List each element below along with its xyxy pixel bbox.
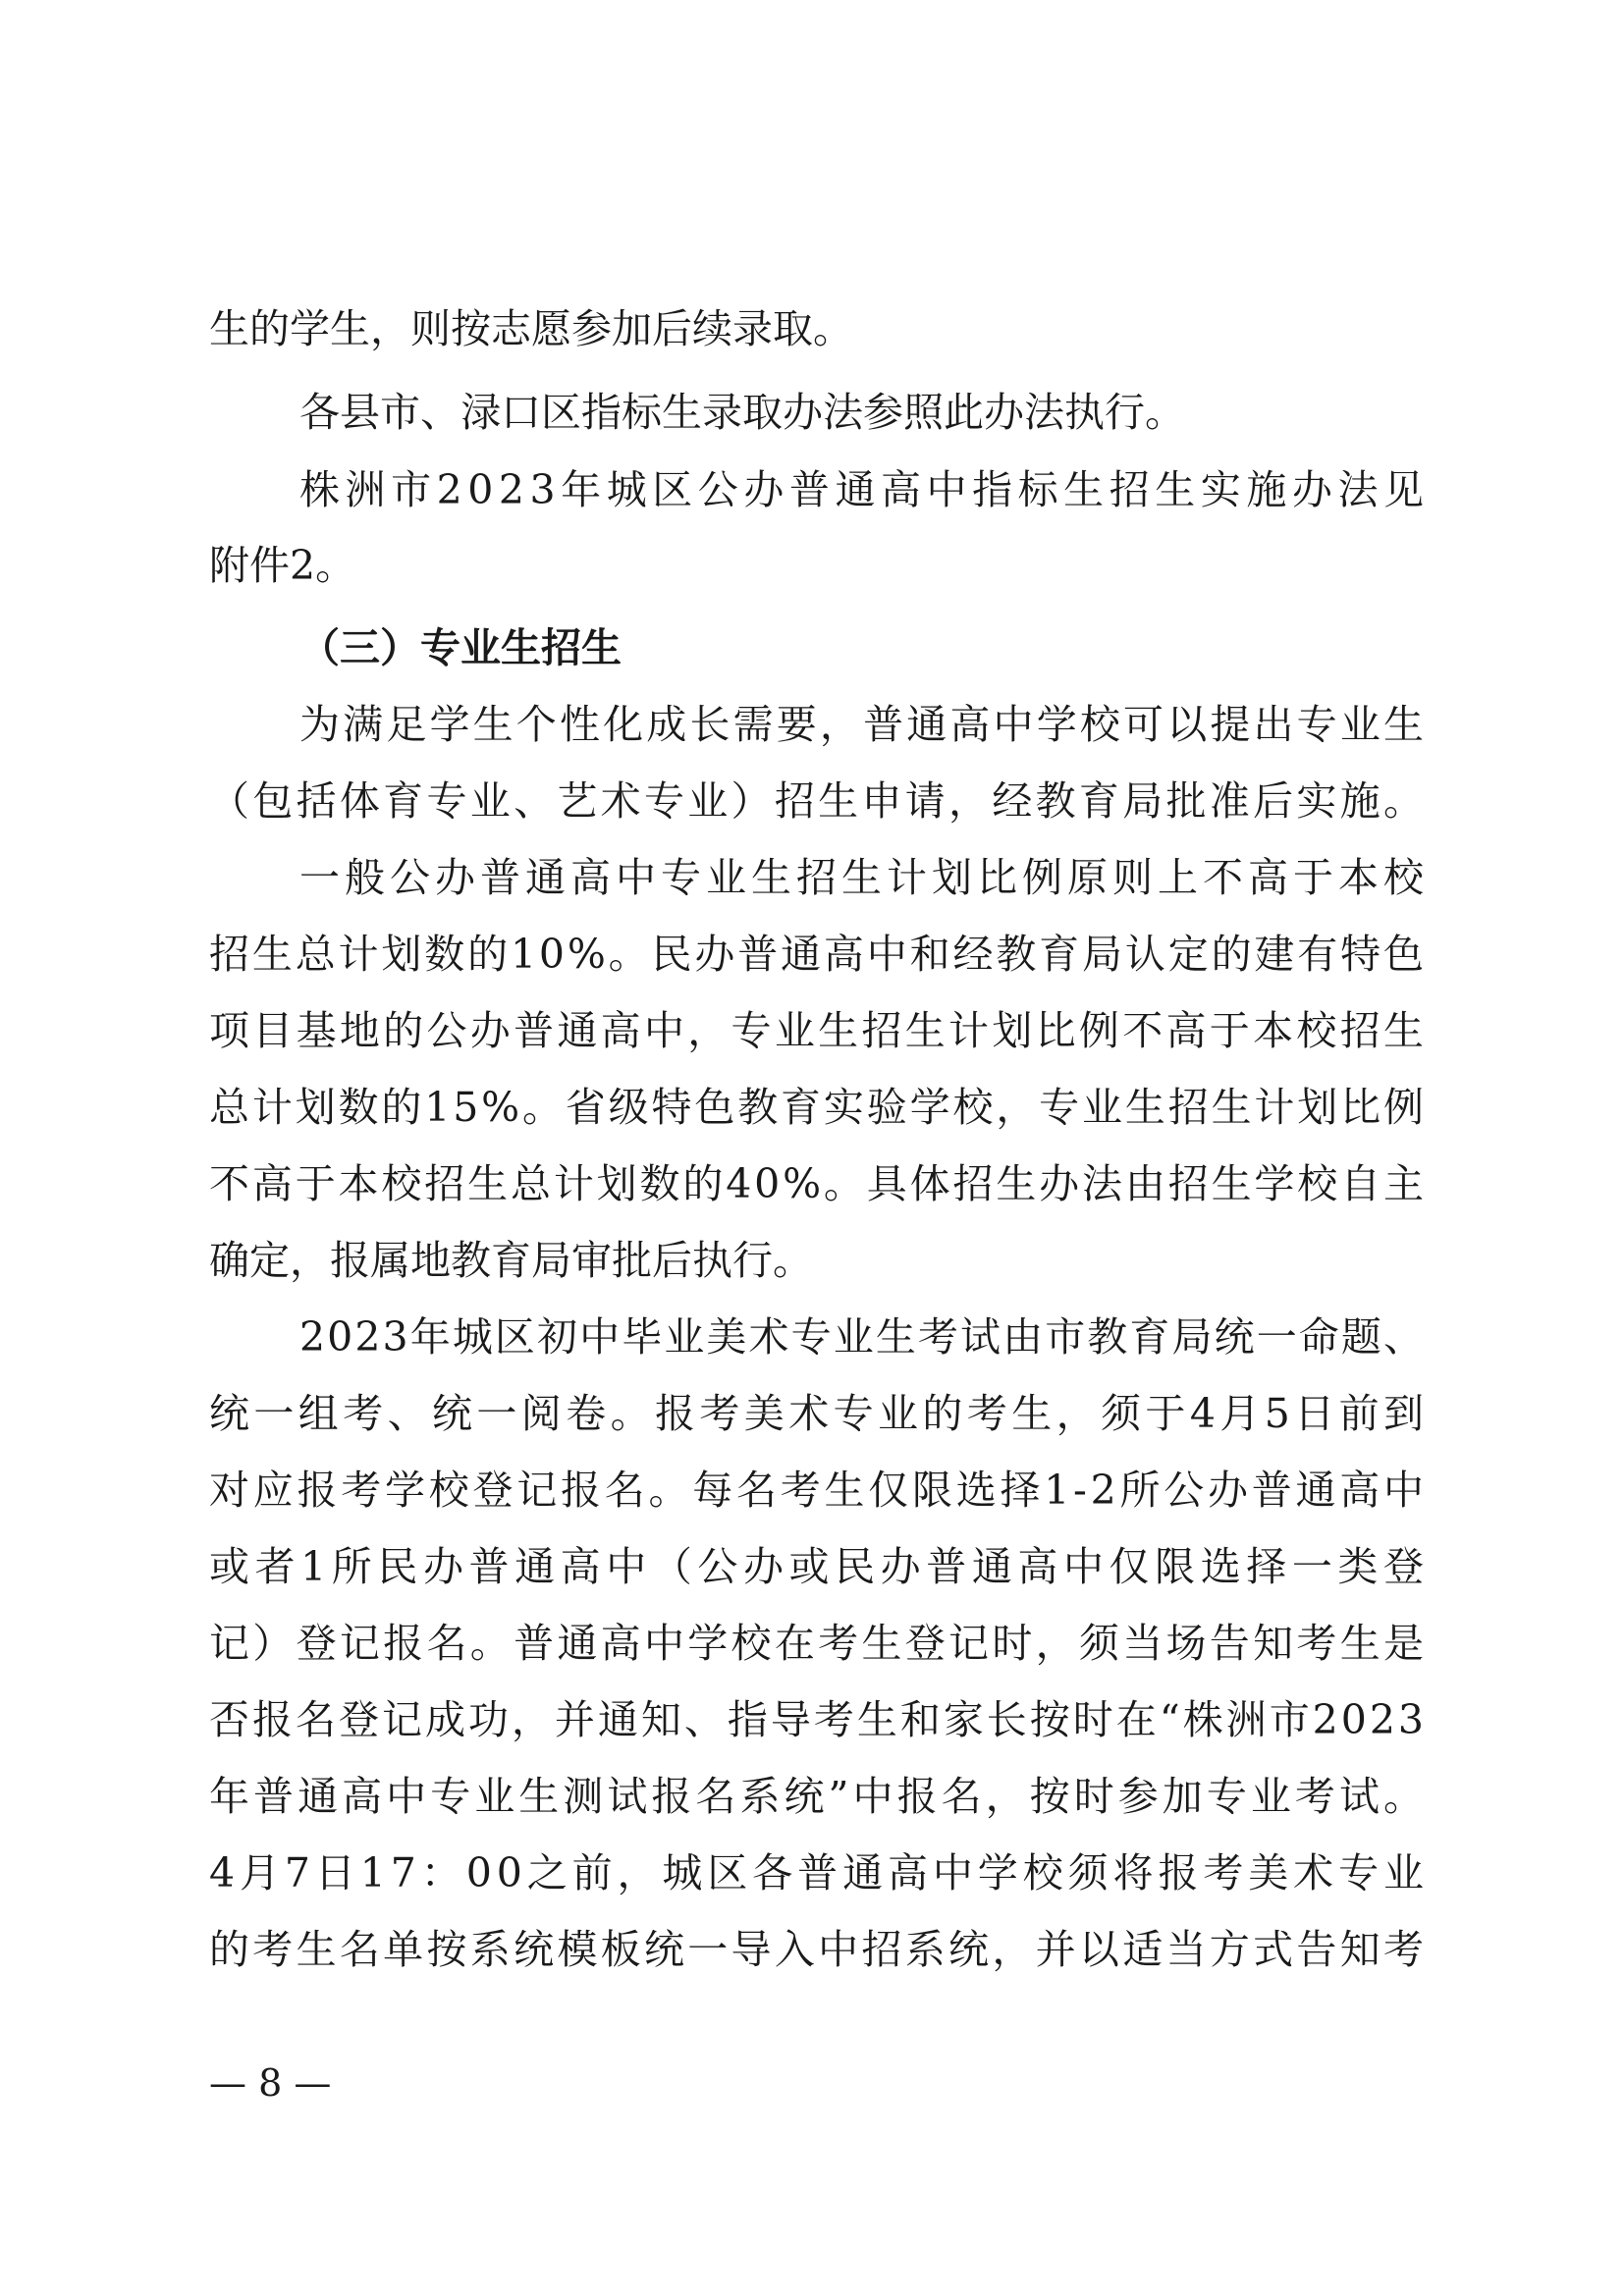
text-line-16: 对应报考学校登记报名。每名考生仅限选择1-2所公办普通高中 (209, 1467, 1428, 1514)
section-heading: （三）专业生招生 (299, 624, 622, 671)
text-line-2: 各县市、渌口区指标生录取办法参照此办法执行。 (299, 389, 1185, 436)
text-line-1: 生的学生，则按志愿参加后续录取。 (209, 305, 853, 352)
text-line-13: 确定，报属地教育局审批后执行。 (209, 1237, 813, 1284)
text-line-17: 或者1所民办普通高中（公办或民办普通高中仅限选择一类登 (209, 1543, 1430, 1590)
text-line-3: 株洲市2023年城区公办普通高中指标生招生实施办法见 (299, 466, 1430, 513)
text-line-21: 4月7日17：00之前，城区各普通高中学校须将报考美术专业 (209, 1849, 1429, 1896)
text-line-7: （包括体育专业、艺术专业）招生申请，经教育局批准后实施。 (209, 777, 1428, 825)
text-line-14: 2023年城区初中毕业美术专业生考试由市教育局统一命题、 (299, 1313, 1427, 1361)
text-line-22: 的考生名单按系统模板统一导入中招系统，并以适当方式告知考 (209, 1926, 1428, 1973)
page-number: — 8 — (209, 2061, 332, 2105)
text-line-4: 附件2。 (209, 542, 356, 589)
text-line-19: 否报名登记成功，并通知、指导考生和家长按时在“株洲市2023 (209, 1696, 1427, 1743)
text-line-9: 招生总计划数的10%。民办普通高中和经教育局认定的建有特色 (209, 931, 1427, 978)
text-line-11: 总计划数的15%。省级特色教育实验学校，专业生招生计划比例 (209, 1084, 1427, 1131)
text-line-10: 项目基地的公办普通高中，专业生招生计划比例不高于本校招生 (209, 1007, 1428, 1054)
text-line-12: 不高于本校招生总计划数的40%。具体招生办法由招生学校自主 (209, 1160, 1427, 1207)
text-line-15: 统一组考、统一阅卷。报考美术专业的考生，须于4月5日前到 (209, 1390, 1429, 1437)
text-line-20: 年普通高中专业生测试报名系统”中报名，按时参加专业考试。 (209, 1773, 1429, 1820)
text-line-8: 一般公办普通高中专业生招生计划比例原则上不高于本校 (299, 854, 1429, 901)
text-line-18: 记）登记报名。普通高中学校在考生登记时，须当场告知考生是 (209, 1620, 1428, 1667)
text-line-6: 为满足学生个性化成长需要，普通高中学校可以提出专业生 (299, 701, 1428, 748)
